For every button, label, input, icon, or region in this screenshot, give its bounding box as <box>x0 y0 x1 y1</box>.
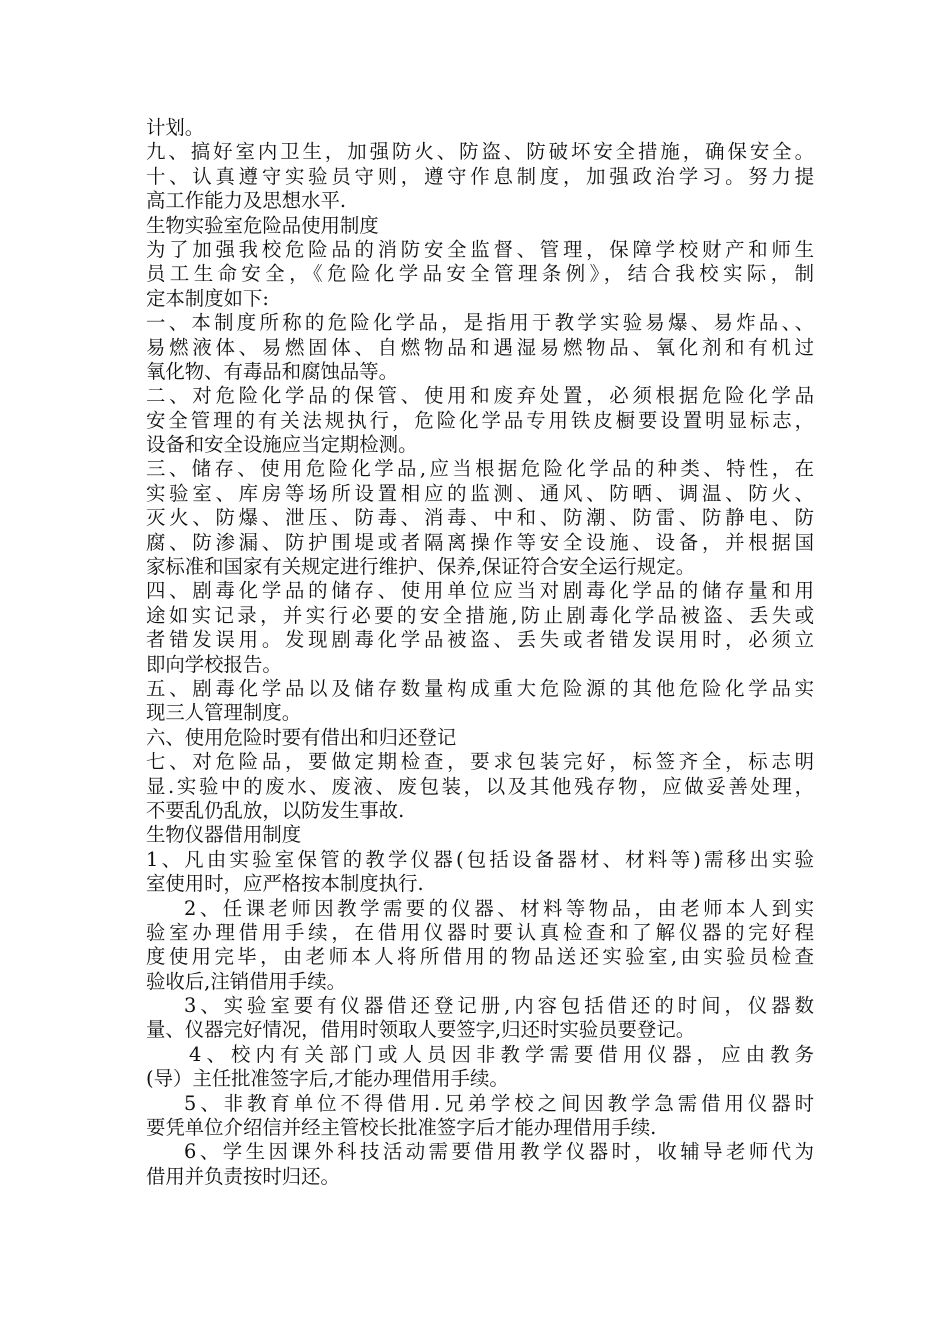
text-line: 员工生命安全，《危险化学品安全管理条例》，结合我校实际，制 <box>146 262 814 286</box>
text-line: 生物仪器借用制度 <box>146 823 302 847</box>
text-line: 量、仪器完好情况，借用时领取人要签字,归还时实验员要登记。 <box>146 1018 696 1042</box>
text-line: 计划。 <box>146 116 205 139</box>
text-line: 要凭单位介绍信并经主管校长批准签字后才能办理借用手续. <box>146 1116 657 1140</box>
text-line: 六、使用危险时要有借出和归还登记 <box>146 725 457 749</box>
text-line: 设备和安全设施应当定期检测。 <box>146 433 418 457</box>
text-line: 五、剧毒化学品以及储存数量构成重大危险源的其他危险化学品实 <box>146 676 814 700</box>
text-line: 即向学校报告。 <box>146 652 282 676</box>
text-line: 家标准和国家有关规定进行维护、保养,保证符合安全运行规定。 <box>146 555 696 579</box>
text-line: 定本制度如下: <box>146 286 269 310</box>
text-line: 安全管理的有关法规执行，危险化学品专用铁皮橱要设置明显标志， <box>146 408 814 432</box>
text-line: 易燃液体、易燃固体、自燃物品和遇湿易燃物品、氧化剂和有机过 <box>146 335 814 359</box>
text-line: 5、非教育单位不得借用.兄弟学校之间因教学急需借用仪器时 <box>184 1091 814 1115</box>
text-line: 者错发误用。发现剧毒化学品被盗、丢失或者错发误用时，必须立 <box>146 628 814 652</box>
text-line: 不要乱仍乱放，以防发生事故. <box>146 798 405 822</box>
text-line: 3、实验室要有仪器借还登记册,内容包括借还的时间，仪器数 <box>184 994 814 1018</box>
text-line: 室使用时，应严格按本制度执行. <box>146 872 424 896</box>
text-line: 现三人管理制度。 <box>146 701 302 725</box>
text-line: 一、本制度所称的危险化学品，是指用于教学实验易爆、易炸品、、 <box>146 311 814 335</box>
text-line: (导）主任批准签字后,才能办理借用手续。 <box>146 1067 509 1091</box>
text-line: 实验室、库房等场所设置相应的监测、通风、防晒、调温、防火、 <box>146 481 814 505</box>
text-line: 四、剧毒化学品的储存、使用单位应当对剧毒化学品的储存量和用 <box>146 579 814 603</box>
text-line: 二、对危险化学品的保管、使用和废弃处置，必须根据危险化学品 <box>146 384 814 408</box>
text-line: 验收后,注销借用手续。 <box>146 969 347 993</box>
document-body <box>146 116 814 1189</box>
text-line: 三、储存、使用危险化学品,应当根据危险化学品的种类、特性，在 <box>146 457 814 481</box>
text-line: 高工作能力及思想水平. <box>146 189 347 213</box>
text-line: 十、认真遵守实验员守则，遵守作息制度，加强政治学习。努力提 <box>146 164 814 188</box>
text-line: 2、任课老师因教学需要的仪器、材料等物品，由老师本人到实 <box>184 896 814 920</box>
text-line: 灭火、防爆、泄压、防毒、消毒、中和、防潮、防雷、防静电、防 <box>146 506 814 530</box>
text-line: 借用并负责按时归还。 <box>146 1164 340 1188</box>
text-line: 1、凡由实验室保管的教学仪器(包括设备器材、材料等)需移出实验 <box>146 847 814 871</box>
text-line: 途如实记录，并实行必要的安全措施,防止剧毒化学品被盗、丢失或 <box>146 603 814 627</box>
text-line: 4、校内有关部门或人员因非教学需要借用仪器，应由教务 <box>189 1042 814 1066</box>
text-line: 生物实验室危险品使用制度 <box>146 213 379 237</box>
text-line: 氧化物、有毒品和腐蚀品等。 <box>146 359 399 383</box>
text-line: 验室办理借用手续，在借用仪器时要认真检查和了解仪器的完好程 <box>146 920 814 944</box>
text-line: 腐、防渗漏、防护围堤或者隔离操作等安全设施、设备，并根据国 <box>146 530 814 554</box>
text-line: 度使用完毕，由老师本人将所借用的物品送还实验室,由实验员检查 <box>146 945 814 969</box>
text-line: 显.实验中的废水、废液、废包装，以及其他残存物，应做妥善处理， <box>146 774 814 798</box>
text-line: 为了加强我校危险品的消防安全监督、管理，保障学校财产和师生 <box>146 237 814 261</box>
text-line: 6、学生因课外科技活动需要借用教学仪器时，收辅导老师代为 <box>184 1140 814 1164</box>
text-line: 九、搞好室内卫生，加强防火、防盗、防破坏安全措施，确保安全。 <box>146 140 814 164</box>
text-line: 七、对危险品，要做定期检查，要求包装完好，标签齐全，标志明 <box>146 750 814 774</box>
